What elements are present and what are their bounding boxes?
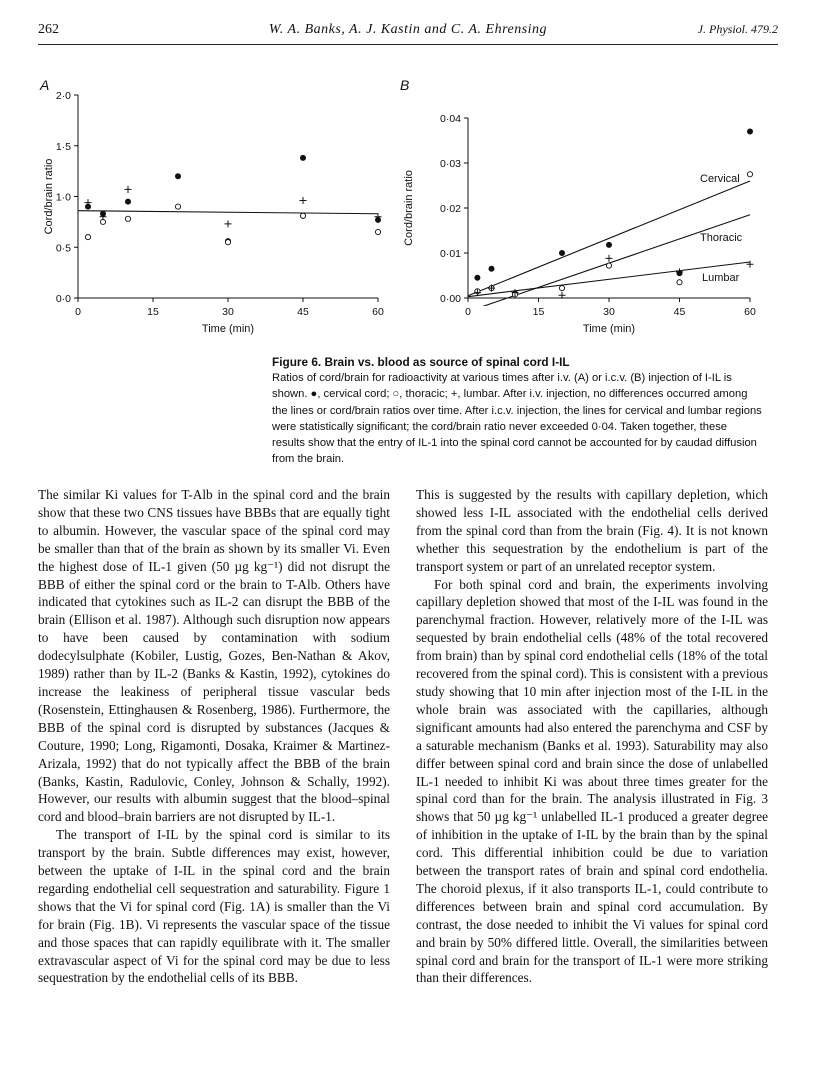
x-tick-label: 15 [532, 306, 545, 318]
x-tick-label: 45 [297, 306, 309, 318]
data-point-cervical [175, 173, 181, 179]
y-tick-label: 0·5 [55, 242, 71, 255]
page-number: 262 [38, 22, 59, 37]
data-point-cervical [606, 242, 612, 248]
data-point-thoracic [175, 204, 180, 209]
data-point-lumbar [225, 220, 232, 227]
x-tick-label: 60 [744, 306, 756, 318]
x-axis-title: Time (min) [582, 323, 636, 335]
paragraph: The similar Ki values for T-Alb in the spinal cord and the brain show that these two CNS tissues have BBBs that are equally tight to albumin. However, the vascular space of the spinal cord may be smaller than that of the brain as shown by its smaller Vi. Even the highest dose of IL-1 given (50 µg kg⁻¹) did not disrupt the BBB of either the spinal cord or the brain to T-Alb. Others have indicated that cytokines such as IL-2 can disrupt the BBB of the brain (Ellison et al. 1987). Although such disruption now appears to have been caused by contamination with sodium dodecylsulphate (Kobiler, Lustig, Gozes, Ben-Nathan & Akov, 1989) rather than by IL-2 (Banks & Kastin, 1992), cytokines do increase the leakiness of peripheral tissue vascular beds (Rosenstein, Ettinghausen & Rosenberg, 1986). Furthermore, the BBB of the spinal cord is disrupted by substances (Jacques & Couture, 1990; Long, Rigamonti, Dosaka, Kraimer & Martinez-Arizala, 1992) that do not typically affect the BBB of the brain (Banks, Kastin, Radulovic, Conley, Johnson & Schally, 1992). However, our results with albumin suggest that the blood–spinal cord and blood–brain barriers are not disrupted by IL-1. [38, 487, 390, 825]
y-tick-label: 0·04 [439, 113, 461, 125]
data-point-thoracic [747, 172, 752, 177]
caption-title: Figure 6. Brain vs. blood as source of spinal cord I-IL [272, 355, 570, 369]
data-point-thoracic [125, 216, 130, 221]
figure-caption [272, 354, 762, 467]
data-point-thoracic [559, 286, 564, 291]
journal-ref: J. Physiol. 479.2 [697, 22, 778, 36]
data-point-thoracic [375, 229, 380, 234]
line-label: Lumbar [702, 272, 740, 284]
paragraph: This is suggested by the results with capillary depletion, which showed less I-IL associated with the endothelial cells derived from the spinal cord than from the brain (Fig. 4). It is not known whether this sequestration by the endothelium is part of the transport system or part of an unrelated receptor system. [416, 487, 768, 574]
data-point-lumbar [606, 255, 613, 262]
x-tick-label: 45 [673, 306, 686, 318]
data-point-thoracic [85, 235, 90, 240]
data-point-cervical [474, 275, 480, 281]
x-tick-label: 15 [147, 306, 159, 318]
y-axis-title: Cord/brain ratio [403, 170, 415, 246]
data-point-cervical [300, 155, 306, 161]
left-column [38, 486, 390, 987]
paragraph: The transport of I-IL by the spinal cord is similar to its transport by the brain. Subtle differences may exist, however, between the uptake of I-IL in the spinal cord and the brain regarding endothelial cell sequestration and saturability. Figure 1 shows that the Vi for spinal cord (Fig. 1A) is smaller than the Vi for brain (Fig. 1B). Vi represents the vascular space of the tissue and those spaces that can rapidly equilibrate with it. The smaller extravascular aspect of Vi for the spinal cord may be due to less sequestration by the endothelial cells of its BBB. [38, 827, 390, 986]
x-axis-title: Time (min) [201, 323, 255, 335]
data-point-thoracic [606, 263, 611, 268]
panel-label: A [40, 77, 50, 93]
x-tick-label: 30 [222, 306, 234, 318]
y-axis-title: Cord/brain ratio [43, 158, 55, 235]
y-tick-label: 0·0 [55, 293, 71, 305]
data-point-thoracic [225, 240, 230, 245]
x-tick-label: 30 [603, 306, 615, 318]
y-tick-label: 1·5 [55, 140, 71, 153]
data-point-lumbar [300, 197, 307, 204]
panel-label: B [400, 77, 410, 93]
y-tick-label: 0·03 [439, 158, 461, 170]
line-label: Thoracic [700, 232, 743, 244]
data-point-lumbar [125, 186, 132, 193]
data-point-thoracic [677, 280, 682, 285]
data-point-cervical [489, 266, 495, 272]
figure-6-charts [0, 0, 816, 350]
line-label: Cervical [700, 173, 740, 185]
data-point-cervical [747, 129, 753, 135]
paragraph: For both spinal cord and brain, the experiments involving capillary depletion showed that most of the I-IL was found in the parenchymal fraction. However, relatively more of the I-IL was sequested by brain endothelial cells (48% of the total recovered from brain) than by spinal cord endothelial cells (18% of the total recovered from the spinal cord). This is consistent with a previous study showing that 10 min after injection most of the I-IL in the whole brain was associated with the capillaries, although significant amounts had also entered the parenchyma and CSF by a saturable mechanism (Banks et al. 1993). Saturability may also differ between spinal cord and brain since the dose of unlabelled IL-1 needed to inhibit Ki was about three times greater for the spinal cord than for the brain. The analysis illustrated in Fig. 3 shows that 50 µg kg⁻¹ unlabelled IL-1 produced a greater degree of inhibition in the uptake of I-IL by the brain than by the spinal cord. This differential inhibition could be due to variation between the transport rates of brain and spinal cord endothelia. The choroid plexus, if it also transports IL-1, could contribute to differences between brain and spinal cord accumulation. By contrast, the dose needed to inhibit the Vi values for spinal cord and brain by 50% differed little. Overall, the similarities between spinal cord and brain for the transport of IL-1 were more striking than their differences. [416, 576, 768, 986]
y-tick-label: 0·02 [439, 203, 461, 215]
right-column [416, 486, 768, 987]
x-tick-label: 0 [75, 306, 81, 318]
data-point-cervical [559, 250, 565, 256]
regression-line [78, 211, 378, 214]
author-line: W. A. Banks, A. J. Kastin and C. A. Ehrensing [268, 22, 548, 37]
y-tick-label: 2·0 [55, 90, 71, 102]
data-point-cervical [125, 199, 131, 205]
data-point-thoracic [300, 213, 305, 218]
y-tick-label: 1·0 [55, 191, 71, 204]
x-tick-label: 60 [372, 306, 384, 318]
y-tick-label: 0·00 [439, 293, 461, 305]
x-tick-label: 0 [465, 306, 471, 318]
y-tick-label: 0·01 [439, 248, 461, 260]
caption-text: Ratios of cord/brain for radioactivity at various times after i.v. (A) or i.c.v. (B) injection of I-IL is shown. ●, cervical cord; ○, thoracic; +, lumbar. After i.v. injection, no differences occurred among the lines or cord/brain ratios over time. After i.c.v. injection, the lines for cervical and lumbar regions were statistically significant; the cord/brain ratio never exceeded 0·04. Taken together, these results show that the entry of IL-1 into the spinal cord cannot be accounted for by caudad diffusion from the brain. [272, 372, 762, 466]
